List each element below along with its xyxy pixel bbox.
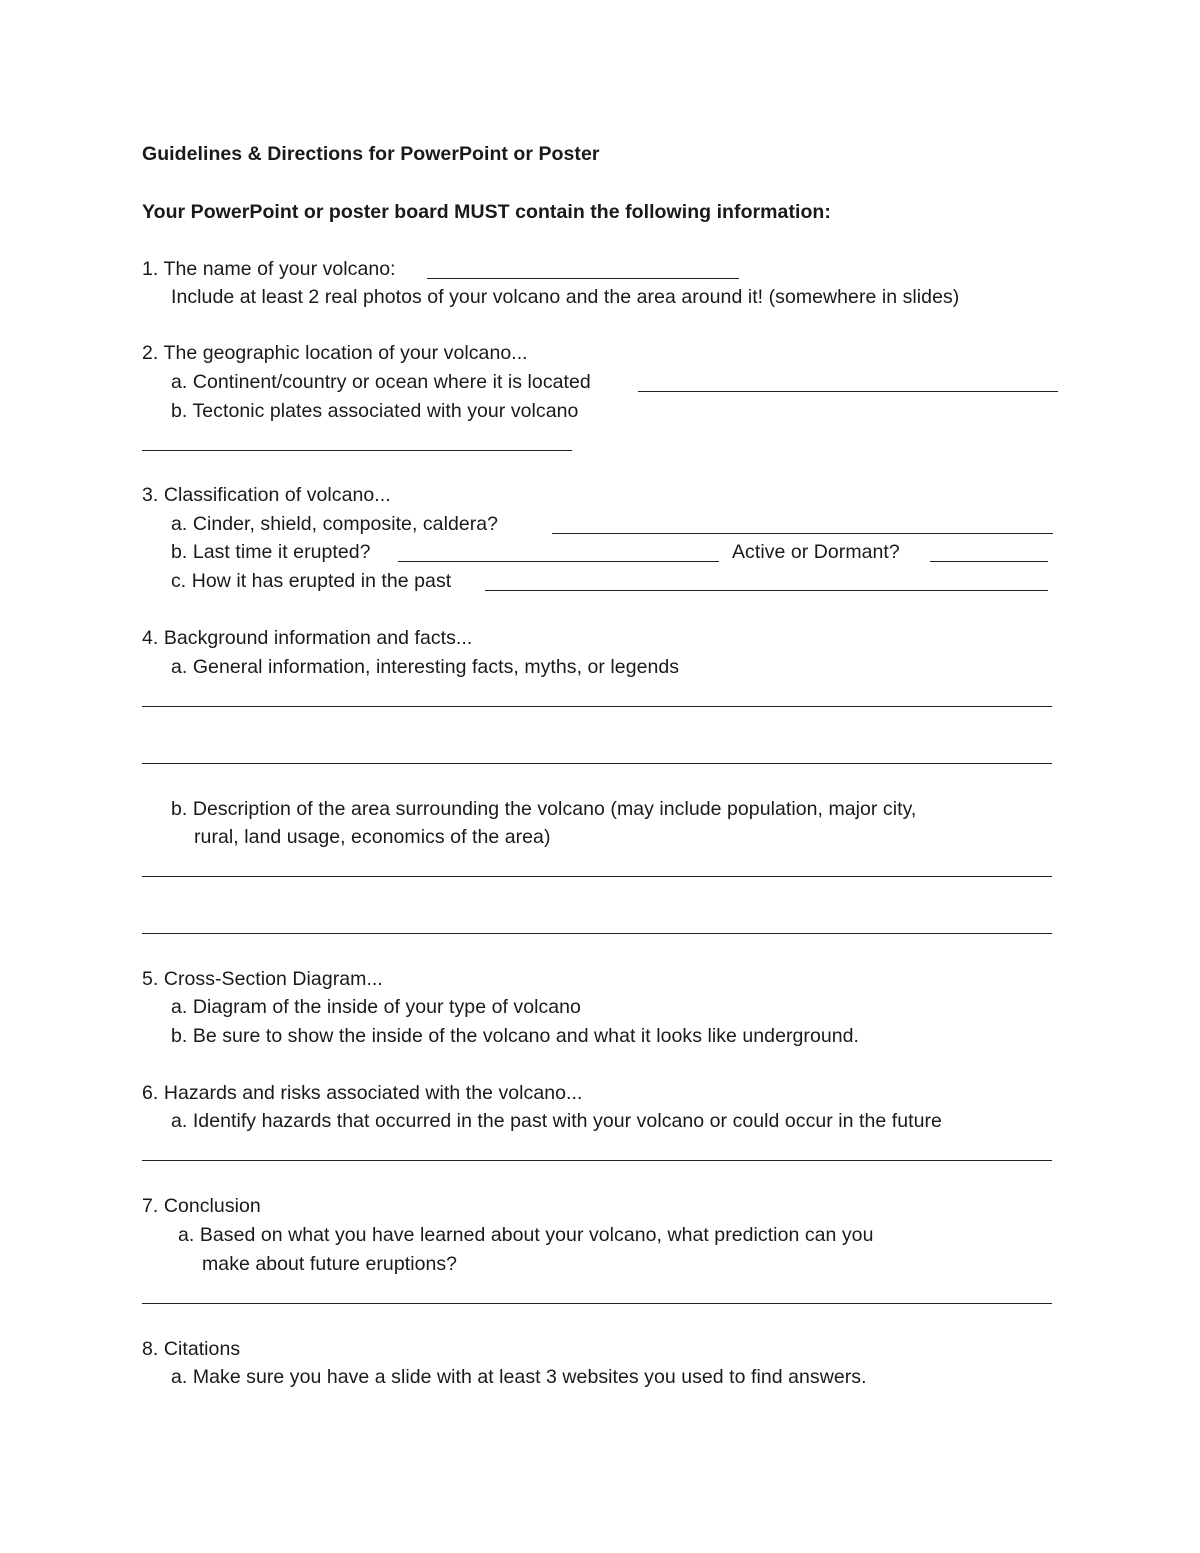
section-1-line-1: Include at least 2 real photos of your volcano and the area around it! (somewhere in slides) bbox=[171, 286, 960, 308]
section-5-line-b: b. Be sure to show the inside of the volcano and what it looks like underground. bbox=[171, 1025, 860, 1047]
answer-line-general-info-1[interactable] bbox=[142, 706, 1052, 707]
document-subtitle: Your PowerPoint or poster board MUST contain the following information: bbox=[142, 201, 831, 223]
section-4-line-b-cont: rural, land usage, economics of the area) bbox=[194, 826, 551, 848]
section-5-line-a: a. Diagram of the inside of your type of volcano bbox=[171, 996, 581, 1018]
section-7-line-a-cont: make about future eruptions? bbox=[202, 1253, 458, 1275]
section-4-heading: 4. Background information and facts... bbox=[142, 627, 473, 649]
answer-line-continent[interactable] bbox=[638, 391, 1058, 392]
section-3-line-c: c. How it has erupted in the past bbox=[171, 570, 452, 592]
answer-line-tectonic-plates[interactable] bbox=[142, 450, 572, 451]
section-4-line-a: a. General information, interesting facts, myths, or legends bbox=[171, 656, 680, 678]
section-7-line-a: a. Based on what you have learned about your volcano, what prediction can you bbox=[178, 1224, 874, 1246]
answer-line-volcano-name[interactable] bbox=[427, 278, 739, 279]
section-6-line-a: a. Identify hazards that occurred in the past with your volcano or could occur in the future bbox=[171, 1110, 942, 1132]
section-8-heading: 8. Citations bbox=[142, 1338, 241, 1360]
section-8-line-a: a. Make sure you have a slide with at least 3 websites you used to find answers. bbox=[171, 1366, 867, 1388]
section-2-line-b: b. Tectonic plates associated with your volcano bbox=[171, 400, 579, 422]
section-4-line-b: b. Description of the area surrounding the volcano (may include population, major city, bbox=[171, 798, 917, 820]
document-title: Guidelines & Directions for PowerPoint or Poster bbox=[142, 143, 600, 165]
answer-line-general-info-2[interactable] bbox=[142, 763, 1052, 764]
section-3-line-b: b. Last time it erupted? bbox=[171, 541, 371, 563]
answer-line-area-1[interactable] bbox=[142, 876, 1052, 877]
section-5-heading: 5. Cross-Section Diagram... bbox=[142, 968, 383, 990]
section-1-heading: 1. The name of your volcano: bbox=[142, 258, 396, 280]
section-3-heading: 3. Classification of volcano... bbox=[142, 484, 391, 506]
section-7-heading: 7. Conclusion bbox=[142, 1195, 261, 1217]
answer-line-conclusion[interactable] bbox=[142, 1303, 1052, 1304]
answer-line-hazards[interactable] bbox=[142, 1160, 1052, 1161]
section-3-active-dormant: Active or Dormant? bbox=[732, 541, 900, 563]
section-6-heading: 6. Hazards and risks associated with the volcano... bbox=[142, 1082, 583, 1104]
answer-line-classification[interactable] bbox=[552, 533, 1053, 534]
section-2-line-a: a. Continent/country or ocean where it is located bbox=[171, 371, 591, 393]
section-2-heading: 2. The geographic location of your volcano... bbox=[142, 342, 528, 364]
answer-line-last-eruption[interactable] bbox=[398, 561, 719, 562]
answer-line-eruption-history[interactable] bbox=[485, 590, 1048, 591]
answer-line-area-2[interactable] bbox=[142, 933, 1052, 934]
section-3-line-a: a. Cinder, shield, composite, caldera? bbox=[171, 513, 499, 535]
answer-line-active-dormant[interactable] bbox=[930, 561, 1048, 562]
